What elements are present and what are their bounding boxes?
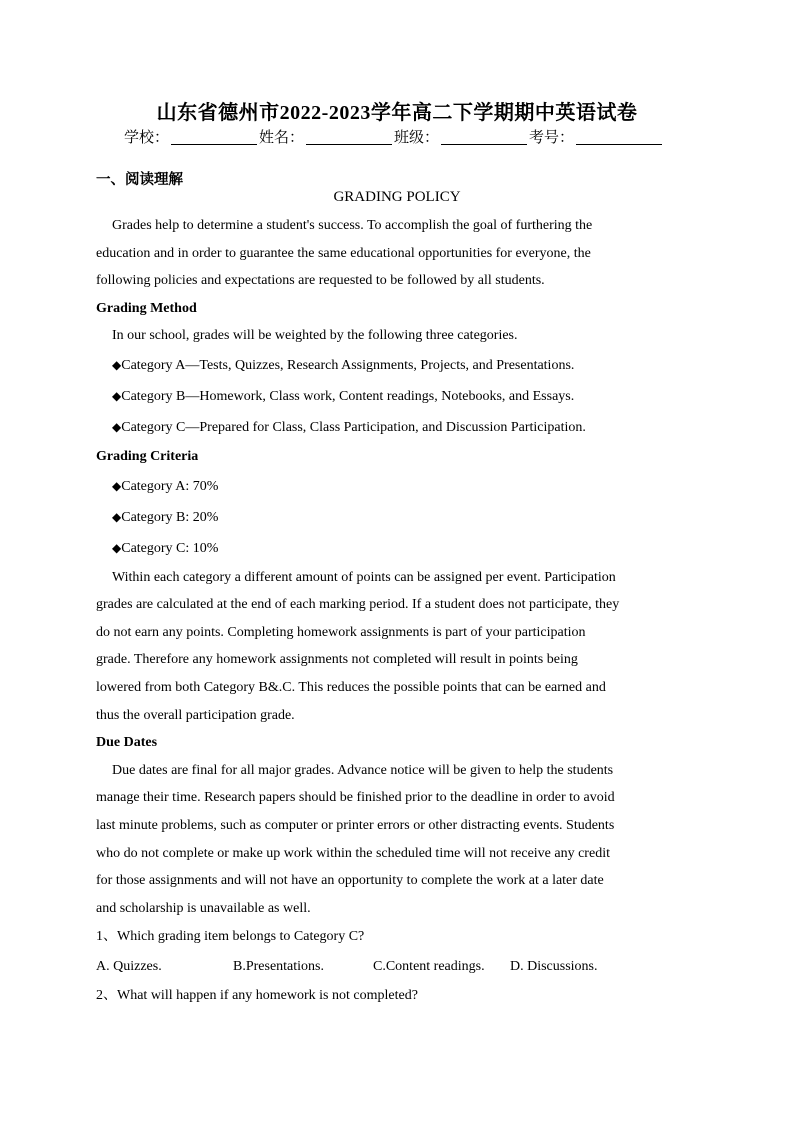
exam-number-label: 考号： [529,130,575,146]
exam-title: 山东省德州市2022-2023学年高二下学期期中英语试卷 [156,102,638,124]
question-2: 2、What will happen if any homework is not completed? [96,988,418,1004]
option-a[interactable]: A. Quizzes. [96,958,162,974]
paragraph-line: Due dates are final for all major grades. Advance notice will be given to help the students [112,762,614,778]
diamond-bullet-icon: ◆ [112,509,122,524]
due-dates-heading: Due Dates [96,735,158,751]
class-blank[interactable] [441,130,527,145]
school-label: 学校： [124,130,170,146]
name-blank[interactable] [306,130,392,145]
paragraph-line: following policies and expectations are requested to be followed by all students. [96,273,545,289]
passage-title: GRADING POLICY [333,189,461,205]
student-info-row [124,126,664,147]
question-1: 1、Which grading item belongs to Category C? [96,929,365,945]
passage-body [96,212,696,1011]
paragraph-line: grades are calculated at the end of each marking period. If a student does not participate, they [96,597,620,613]
criteria-item [96,533,696,564]
paragraph-line: thus the overall participation grade. [96,707,295,723]
criteria-text: Category C: 10% [121,540,219,556]
category-text: Category B—Homework, Class work, Content readings, Notebooks, and Essays. [121,388,575,404]
diamond-bullet-icon: ◆ [112,388,122,403]
paragraph-line: grade. Therefore any homework assignments not completed will result in points being [96,652,578,668]
paragraph-line: and scholarship is unavailable as well. [96,900,311,916]
paragraph-line: lowered from both Category B&.C. This reduces the possible points that can be earned and [96,679,606,695]
paragraph-line: Within each category a different amount of points can be assigned per event. Participation [112,569,616,585]
diamond-bullet-icon: ◆ [112,419,122,434]
paragraph-line: Grades help to determine a student's success. To accomplish the goal of furthering the [112,218,593,233]
category-item [96,350,696,381]
criteria-item [96,502,696,533]
section-heading: 一、阅读理解 [96,172,183,188]
category-text: Category A—Tests, Quizzes, Research Assignments, Projects, and Presentations. [121,357,575,373]
criteria-text: Category A: 70% [121,478,219,494]
paragraph-line: education and in order to guarantee the same educational opportunities for everyone, the [96,245,591,261]
paragraph-line: for those assignments and will not have an opportunity to complete the work at a later date [96,873,604,889]
criteria-item [96,471,696,502]
paragraph-line: who do not complete or make up work within the scheduled time will not receive any credit [96,845,610,861]
criteria-text: Category B: 20% [121,509,219,525]
category-text: Category C—Prepared for Class, Class Participation, and Discussion Participation. [121,419,586,435]
method-intro: In our school, grades will be weighted by the following three categories. [112,328,518,344]
option-d[interactable]: D. Discussions. [510,958,598,974]
paragraph-line: last minute problems, such as computer or printer errors or other distracting events. Students [96,817,615,833]
option-b[interactable]: B.Presentations. [233,958,324,974]
diamond-bullet-icon: ◆ [112,478,122,493]
question-1-options [96,952,696,982]
category-item [96,412,696,443]
class-label: 班级： [394,130,440,146]
method-heading: Grading Method [96,300,197,316]
diamond-bullet-icon: ◆ [112,357,122,372]
option-c[interactable]: C.Content readings. [373,958,485,974]
category-item [96,381,696,412]
name-label: 姓名： [259,130,305,146]
criteria-heading: Grading Criteria [96,448,199,464]
paragraph-line: do not earn any points. Completing homework assignments is part of your participation [96,624,586,640]
diamond-bullet-icon: ◆ [112,540,122,555]
paragraph-line: manage their time. Research papers should be finished prior to the deadline in order to avoid [96,790,615,806]
school-blank[interactable] [171,130,257,145]
exam-number-blank[interactable] [576,130,662,145]
